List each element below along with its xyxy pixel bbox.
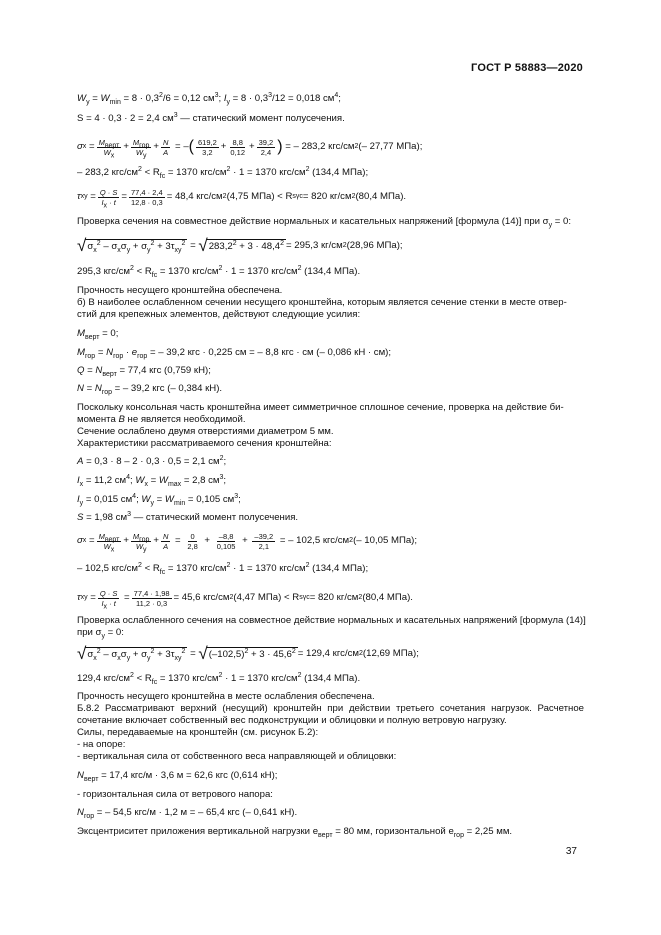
formula-tau-1: τ xy = $\frac{Q \cdot S}{I_x \cdot t}$ = $\frac{77,4 \cdot 2,4}{12,8 \cdot 0,3}$ = 48,4 кгс/см 2 (4,75 МПа) < R sγc = 820 кг/см 2 (80,4 МПа). bbox=[77, 187, 407, 209]
formula-q: $Q = N_{верт} = 77,4$ кгс (0,759 кН); bbox=[77, 365, 211, 378]
page-number: 37 bbox=[565, 846, 577, 857]
formula-mvert: $M_{верт} = 0$; bbox=[77, 328, 119, 341]
formula-line-s: S = 4 · 0,3 · 2 = 2,4 $см^3$ — статический момент полусечения. bbox=[77, 111, 345, 124]
formula-ngor: $N_{гор}$ = – 54,5 кгс/м · 1,2 м = – 65,4 кгс (– 0,641 кН). bbox=[77, 807, 298, 820]
formula-mgor: $M_{гор} = N_{гор} \cdot e_{гор}$ = – 39,2 кгс · 0,225 см = – 8,8 кгс · см (– 0,086 кН · см); bbox=[77, 347, 392, 360]
formula-line-check-1: – 283,2 кгс/$см^2 < R_{fc} = 1370$ кгс/$см^2 \cdot 1 = 1370$ кгс/$см^2$ (134,4 МПа); bbox=[77, 165, 369, 180]
paragraph-characteristics: Характеристики рассматриваемого сечения кронштейна: bbox=[77, 438, 332, 449]
paragraph-bimoment-2: момента B не является необходимой. bbox=[77, 414, 246, 425]
paragraph-forces: Силы, передаваемые на кронштейн (см. рисунок Б.2): bbox=[77, 727, 319, 738]
paragraph-b82: Б.8.2 Рассматривают верхний (несущий) кронштейн при действии третьего сочетания нагрузок. Расчетное сочетание включает собственный вес подконструкции и облицовки и полную ветровую нагрузку. bbox=[77, 703, 584, 726]
formula-s-2: S = 1,98 $см^3$ — статический момент полусечения. bbox=[77, 510, 299, 523]
paragraph-check-combined-2b: при $\sigma_y = 0$: bbox=[77, 627, 124, 640]
paragraph-b-2: стий для крепежных элементов, действуют следующие усилия: bbox=[77, 309, 361, 320]
formula-iy-wy: $I_y = 0,015$ $см^4$; $W_y = W_{min} = 0,105$ $см^3$; bbox=[77, 492, 241, 507]
paragraph-check-combined-2: Проверка ослабленного сечения на совместное действие нормальных и касательных напряжений [формула (14)] bbox=[77, 615, 586, 626]
formula-line-check-4: 129,4 кгс/$см^2 < R_{fc} = 1370$ кгс/$см^2 \cdot 1 = 1370$ кгс/$см^2$ (134,4 МПа). bbox=[77, 671, 361, 686]
formula-sigma-x-2: σ x = $\frac{M_{верт}}{W_x}$ + $\frac{M_{гор}}{W_y}$ + $\frac{N}{A}$ = $\frac{0}{2,8}$ + $\frac{-8,8}{0,105}$ + $\frac{-39,2}{2,1}$ = – 102,5 кгс/см 2 (– 10,05 МПа); bbox=[77, 531, 418, 553]
document-header: ГОСТ Р 58883—2020 bbox=[471, 62, 583, 74]
formula-sqrt-2: $√\sigma_x^2 - \sigma_x\sigma_y + \sigma_y^2 + 3\tau_{xy}^2$ = $√(-102,5)^2 + 3 \cdot 45,6^2$ = 129,4 кгс/см 2 (12,69 МПа); bbox=[77, 644, 419, 663]
paragraph-b-1: б) В наиболее ослабленном сечении несущего кронштейна, которым является сечение стенки в месте отвер- bbox=[77, 297, 567, 308]
formula-line-check-2: 295,3 кгс/$см^2 < R_{fc} = 1370$ кгс/$см^2 \cdot 1 = 1370$ кгс/$см^2$ (134,4 МПа). bbox=[77, 264, 361, 279]
formula-area: A = 0,3 · 8 – 2 · 0,3 · 0,5 = 2,1 $см^2$; bbox=[77, 454, 227, 467]
formula-ix-wx: $I_x = 11,2$ $см^4$; $W_x = W_{max} = 2,8$ $см^3$; bbox=[77, 473, 227, 488]
formula-n: $N = N_{гор}$ = – 39,2 кгс (– 0,384 кН). bbox=[77, 383, 223, 396]
paragraph-holes: Сечение ослаблено двумя отверстиями диаметром 5 мм. bbox=[77, 426, 334, 437]
formula-line-check-3: – 102,5 кгс/$см^2 < R_{fc} = 1370$ кгс/$см^2 \cdot 1 = 1370$ кгс/$см^2$ (134,4 МПа); bbox=[77, 561, 369, 576]
paragraph-strength-ok-2: Прочность несущего кронштейна в месте ослабления обеспечена. bbox=[77, 691, 375, 702]
formula-line-wy: $W_y = W_{min} = 8 \cdot 0,3^2/6 = 0,12$ $см^3$; $I_y = 8 \cdot 0,3^3/12 = 0,018$ $см^4$; bbox=[77, 91, 341, 106]
list-item-vertical: - вертикальная сила от собственного веса направляющей и облицовки: bbox=[77, 751, 397, 762]
list-item-support: - на опоре: bbox=[77, 739, 126, 750]
formula-nvert: $N_{верт} = 17,4$ кгс/м · 3,6 м = 62,6 кгс (0,614 кН); bbox=[77, 770, 278, 783]
paragraph-strength-ok-1: Прочность несущего кронштейна обеспечена. bbox=[77, 285, 283, 296]
list-item-horizontal: - горизонтальная сила от ветрового напора: bbox=[77, 789, 273, 800]
paragraph-eccentricity: Эксцентриситет приложения вертикальной нагрузки $e_{верт} = 80$ мм, горизонтальной $e_{гор} = 2,25$ мм. bbox=[77, 826, 513, 839]
paragraph-bimoment-1: Поскольку консольная часть кронштейна имеет симметричное сплошное сечение, проверка на действие би- bbox=[77, 402, 564, 413]
formula-sigma-x-1: σ x = $\frac{M_{верт}}{W_x}$ + $\frac{M_{гор}}{W_y}$ + $\frac{N}{A}$ = – ( $\frac{619,2}{3,2}$ + $\frac{8,8}{0,12}$ + $\frac{39,2}{2,4}$ ) = – 283,2 кгс/см 2 (– 27,77 МПа); bbox=[77, 137, 423, 159]
paragraph-check-combined-1: Проверка сечения на совместное действие нормальных и касательных напряжений [формула (14)] при $\sigma_y = 0$: bbox=[77, 216, 572, 229]
formula-tau-2: τ xy = $\frac{Q \cdot S}{I_x \cdot t}$ = $\frac{77,4 \cdot 1,98}{11,2 \cdot 0,3}$ = 45,6 кгс/см 2 (4,47 МПа) < R sγc = 820 кг/см 2 (80,4 МПа). bbox=[77, 588, 413, 610]
formula-sqrt-1: $√\sigma_x^2 - \sigma_x\sigma_y + \sigma_y^2 + 3\tau_{xy}^2$ = $√283,2^2 + 3 \cdot 48,4^2$ = 295,3 кг/см 2 (28,96 МПа); bbox=[77, 236, 403, 255]
